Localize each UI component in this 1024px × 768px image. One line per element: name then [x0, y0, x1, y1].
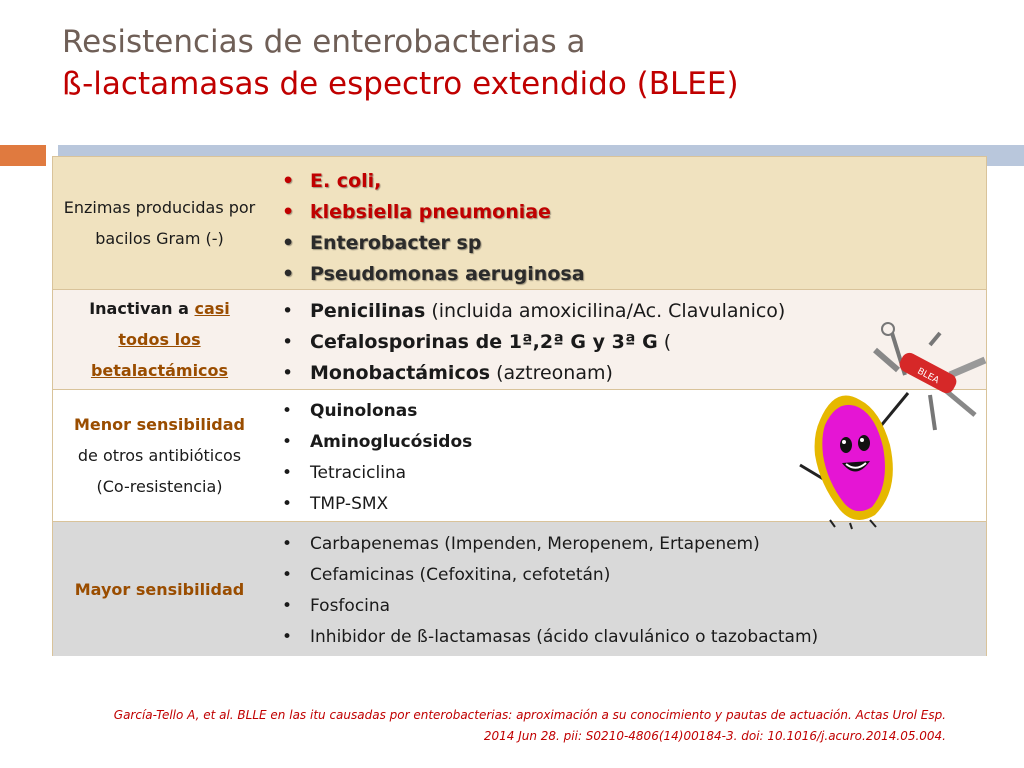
row-label — [53, 290, 266, 389]
list-item: • Cefamicinas (Cefoxitina, cefotetán) — [266, 560, 986, 591]
list-item: • Enterobacter sp — [266, 228, 986, 259]
row-label-text — [62, 409, 257, 502]
row-label-part1: Menor sensibilidad — [74, 415, 245, 434]
slide-title — [62, 22, 962, 106]
knife-label: BLEA — [915, 366, 941, 387]
list-item: • Pseudomonas aeruginosa — [266, 259, 986, 290]
list-item: • klebsiella pneumoniae — [266, 197, 986, 228]
row-label-text: Enzimas producidas por bacilos Gram (-) — [63, 198, 256, 248]
row-label — [53, 390, 266, 521]
item-rest: (aztreonam) — [490, 362, 613, 384]
organism-list — [266, 157, 986, 290]
table-row-higher-sensitivity — [53, 522, 986, 656]
bacterium-body — [815, 396, 893, 530]
citation-line-1: García-Tello A, et al. BLLE en las itu causadas por enterobacterias: aproximación a su conocimiento y pautas de actuación. Actas Urol Esp. — [113, 708, 946, 722]
item-bold: Penicilinas — [310, 300, 426, 322]
row-label-part2: de otros antibióticos (Co-resistencia) — [77, 446, 242, 496]
row-content — [266, 157, 986, 289]
item-bold: Aminoglucósidos — [310, 432, 473, 452]
antibiotic-list — [266, 522, 986, 653]
list-item: • Tetraciclina — [266, 458, 986, 489]
item-bold: Quinolonas — [310, 401, 418, 421]
accent-bar-orange — [0, 145, 46, 166]
title-line-2: ß-lactamasas de espectro extendido (BLEE) — [62, 66, 739, 102]
table-row-enzymes — [53, 157, 986, 290]
row-label-part1: Inactivan a — [89, 299, 195, 318]
list-item: • Carbapenemas (Impenden, Meropenem, Ertapenem) — [266, 529, 986, 560]
citation — [20, 705, 946, 747]
row-label-bold: Mayor sensibilidad — [74, 579, 245, 599]
item-rest: (incluida amoxicilina/Ac. Clavulanico) — [425, 300, 786, 322]
list-item: • TMP-SMX — [266, 489, 986, 520]
row-label-text — [62, 574, 257, 605]
item-bold: Monobactámicos — [310, 362, 491, 384]
citation-line-2: 2014 Jun 28. pii: S0210-4806(14)00184-3. doi: 10.1016/j.acuro.2014.05.004. — [483, 729, 946, 743]
row-label-text — [62, 293, 257, 386]
row-label — [53, 522, 266, 656]
list-item: • Fosfocina — [266, 591, 986, 622]
bacterium-cartoon-illustration — [780, 315, 995, 530]
item-bold: Cefalosporinas de 1ª,2ª G y 3ª G — [310, 331, 658, 353]
title-line-1: Resistencias de enterobacterias a — [62, 24, 586, 60]
item-rest: ( — [657, 331, 672, 353]
row-content — [266, 522, 986, 656]
list-item: • E. coli, — [266, 166, 986, 197]
list-item: • Inhibidor de ß-lactamasas (ácido clavulánico o tazobactam) — [266, 622, 986, 653]
row-label — [53, 157, 266, 289]
row-label-part2: casi todos los betalactámicos — [90, 299, 230, 380]
